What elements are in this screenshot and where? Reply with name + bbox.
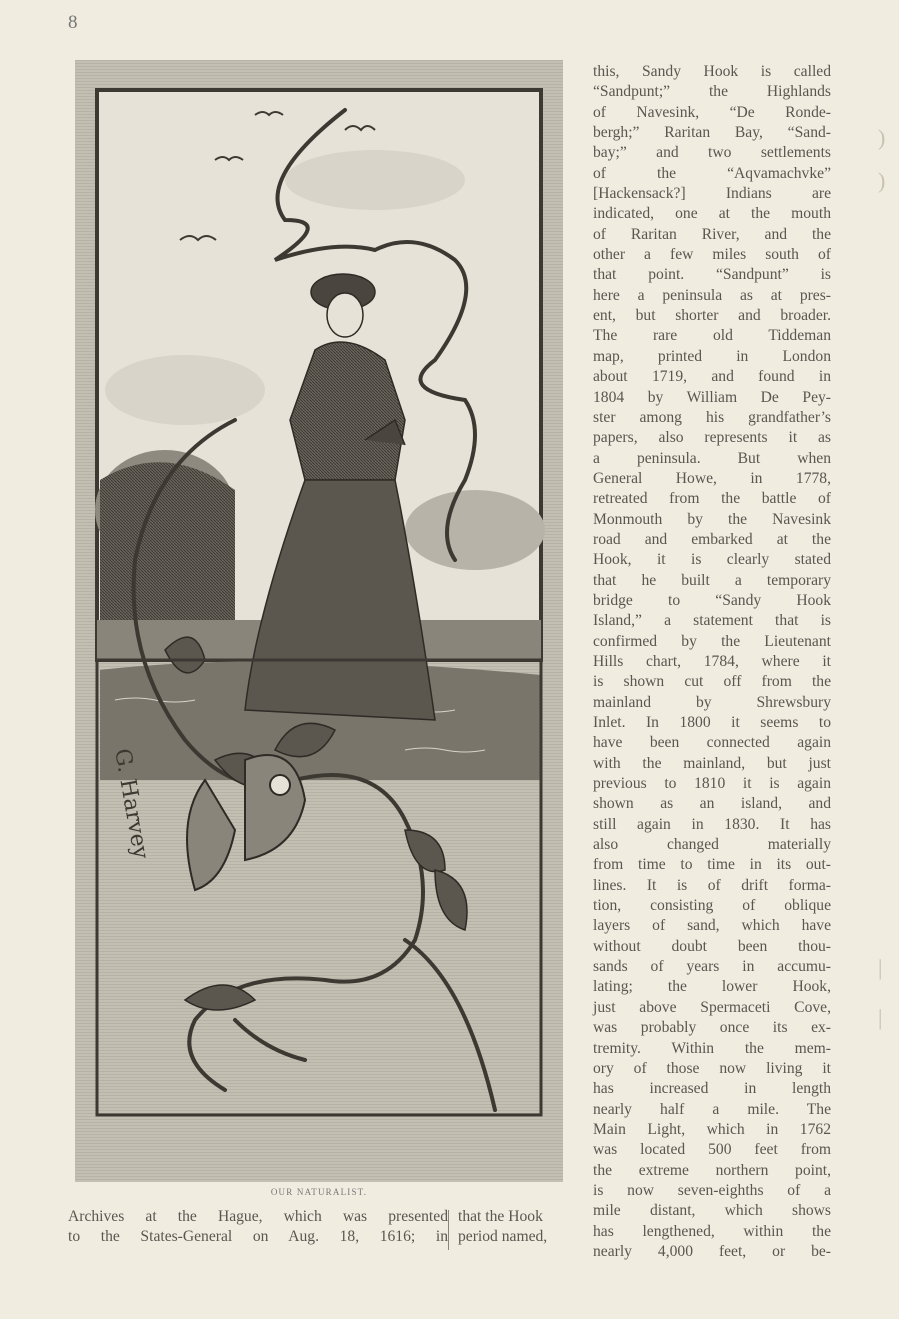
text-line: bay;” and two settlements <box>593 144 831 162</box>
bottom-middle-text <box>458 1207 590 1248</box>
text-line: of the “Aqvamachvke” <box>593 164 831 182</box>
text-line: about 1719, and found in <box>593 368 831 386</box>
text-line: has lengthened, within the <box>593 1222 831 1240</box>
text-line: bergh;” Raritan Bay, “Sand- <box>593 124 831 142</box>
text-line: that point. “Sandpunt” is <box>593 266 831 284</box>
illustration-caption: OUR NATURALIST. <box>270 1187 368 1197</box>
margin-mark: | <box>878 1005 883 1030</box>
text-line: nearly half a mile. The <box>593 1100 831 1118</box>
text-line: Monmouth by the Navesink <box>593 510 831 528</box>
text-line: Inlet. In 1800 it seems to <box>593 714 831 731</box>
text-line: Main Light, which in 1762 <box>593 1120 831 1138</box>
text-line: papers, also represents it as <box>593 429 831 447</box>
distant-hills <box>100 462 235 620</box>
text-line: Island,” a statement that is <box>593 612 831 630</box>
text-line: tion, consisting of oblique <box>593 897 831 915</box>
text-line: previous to 1810 it is again <box>593 775 831 793</box>
text-line: to the States-General on Aug. 18, 1616; in <box>68 1228 448 1246</box>
artist-signature: G. Harvey <box>109 746 154 861</box>
text-line: tremity. Within the mem- <box>593 1039 831 1057</box>
text-line: map, printed in London <box>593 347 831 365</box>
text-line: bridge to “Sandy Hook <box>593 591 831 609</box>
margin-mark: ) <box>878 168 886 193</box>
text-line: “Sandpunt;” the Highlands <box>593 83 831 101</box>
text-line: from time to time in its out- <box>593 856 831 874</box>
text-line: is now seven-eighths of a <box>593 1181 831 1199</box>
text-line: ent, but shorter and broader. <box>593 307 831 325</box>
text-line: nearly 4,000 feet, or be- <box>593 1242 831 1260</box>
text-line: is shown cut off from the <box>593 673 831 691</box>
text-line: this, Sandy Hook is called <box>593 63 831 80</box>
text-line: have been connected again <box>593 734 831 752</box>
text-line: has increased in length <box>593 1080 831 1098</box>
text-line: layers of sand, which have <box>593 917 831 935</box>
text-line: the extreme northern point, <box>593 1161 831 1179</box>
text-line: just above Spermaceti Cove, <box>593 998 831 1016</box>
text-line: of Navesink, “De Ronde- <box>593 103 831 121</box>
text-line: The rare old Tiddeman <box>593 327 831 345</box>
text-line: ory of those now living it <box>593 1059 831 1077</box>
text-line: here a peninsula as at pres- <box>593 286 831 304</box>
text-line: also changed materially <box>593 836 831 854</box>
page-number: 8 <box>68 12 78 33</box>
text-line: indicated, one at the mouth <box>593 205 831 223</box>
text-line: mainland by Shrewsbury <box>593 693 831 711</box>
text-line: without doubt been thou- <box>593 937 831 955</box>
engraving-illustration <box>75 60 563 1182</box>
text-line: shown as an island, and <box>593 795 831 813</box>
text-line: still again in 1830. It has <box>593 815 831 833</box>
text-line: 1804 by William De Pey- <box>593 388 831 406</box>
text-line: sands of years in accumu- <box>593 958 831 976</box>
text-line: that the Hook <box>458 1208 543 1225</box>
text-line: Hills chart, 1784, where it <box>593 652 831 670</box>
text-line: a peninsula. But when <box>593 449 831 467</box>
text-line: lating; the lower Hook, <box>593 978 831 996</box>
text-line: other a few miles south of <box>593 246 831 264</box>
text-line: that he built a temporary <box>593 571 831 589</box>
text-line: period named, <box>458 1228 548 1246</box>
text-line: was located 500 feet from <box>593 1141 831 1159</box>
text-line: lines. It is of drift forma- <box>593 876 831 894</box>
text-line: Hook, it is clearly stated <box>593 551 831 569</box>
text-line: [Hackensack?] Indians are <box>593 185 831 203</box>
right-text-column <box>593 62 831 1262</box>
text-line: General Howe, in 1778, <box>593 469 831 487</box>
text-line: confirmed by the Lieutenant <box>593 632 831 650</box>
text-line: with the mainland, but just <box>593 754 831 772</box>
text-line: road and embarked at the <box>593 530 831 548</box>
text-line: mile distant, which shows <box>593 1202 831 1220</box>
text-line: of Raritan River, and the <box>593 225 831 243</box>
text-line: was probably once its ex- <box>593 1019 831 1037</box>
margin-mark: | <box>878 955 883 980</box>
text-line: ster among his grandfather’s <box>593 408 831 426</box>
text-line: Archives at the Hague, which was presented <box>68 1208 448 1225</box>
column-rule <box>448 1210 449 1250</box>
bottom-left-text <box>68 1207 448 1248</box>
margin-mark: ) <box>878 125 886 150</box>
text-line: retreated from the battle of <box>593 490 831 508</box>
